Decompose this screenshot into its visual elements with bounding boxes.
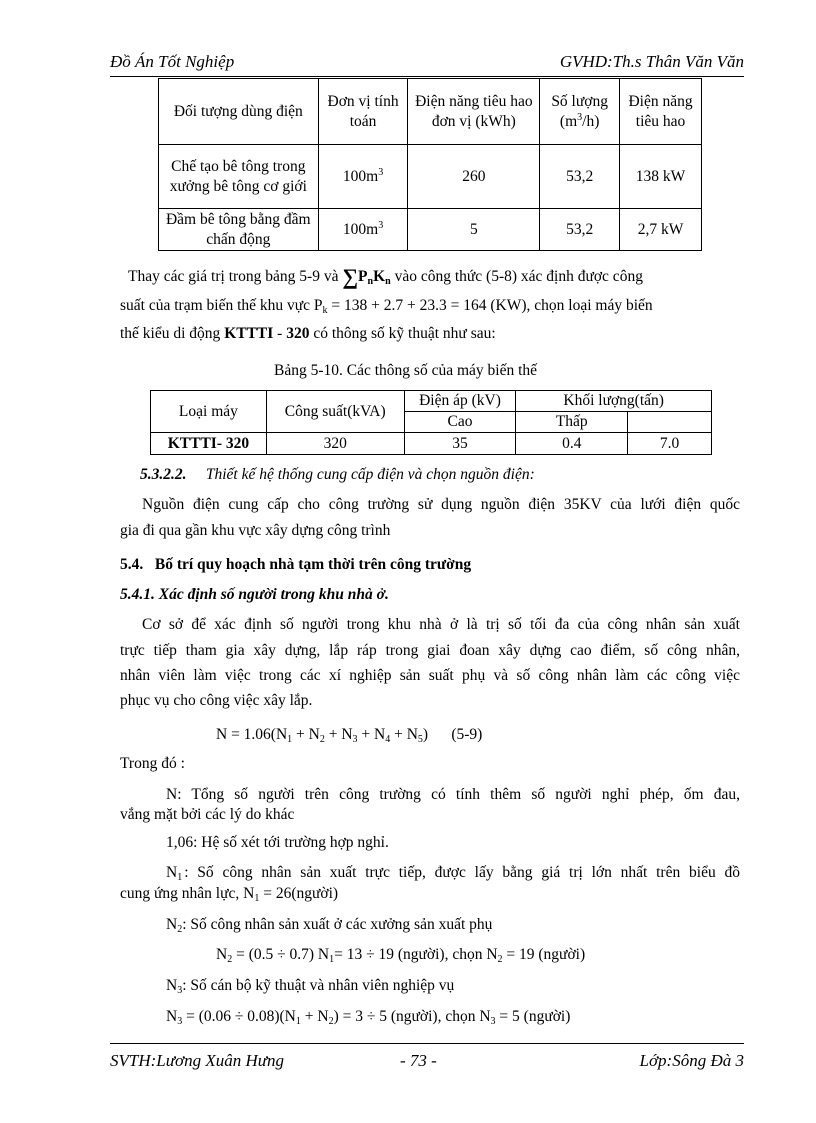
- table-cell: 53,2: [540, 209, 620, 251]
- table-cell: 5: [408, 209, 540, 251]
- table-row: [151, 433, 712, 455]
- energy-table: [158, 78, 702, 251]
- table-cell-empty: [628, 412, 712, 433]
- col-header: Điện áp (kV): [404, 391, 516, 412]
- section-5-4-heading: 5.4. Bố trí quy hoạch nhà tạm thời trên công trường: [120, 556, 472, 573]
- header-left: Đồ Án Tốt Nghiệp: [110, 52, 235, 71]
- def-n3-formula: $N_3 = (0.06 \div 0.08)(N_1 + N_2) = 3 \div 5$ (người), chọn $N_3 = 5$ (người): [166, 1008, 571, 1027]
- table-cell: Chế tạo bê tông trong xưởng bê tông cơ giới: [159, 145, 319, 209]
- table-cell: 320: [266, 433, 404, 455]
- col-header: Cao: [404, 412, 516, 433]
- table-cell: 0.4: [516, 433, 628, 455]
- table-cell: 138 kW: [620, 145, 702, 209]
- para1-line1: Thay các giá trị trong bảng 5-9 và $\sum P_nK_n$ vào công thức (5-8) xác định được công: [128, 264, 643, 289]
- col-header: Đơn vị tính toán: [318, 79, 408, 145]
- where-label: Trong đó :: [120, 755, 185, 772]
- table-cell: $100m^3$: [318, 145, 408, 209]
- col-header: Điện năng tiêu hao đơn vị (kWh): [408, 79, 540, 145]
- formula-5-9: $N = 1.06(N_1 + N_2 + N_3 + N_4 + N_5)$ (5-9): [216, 726, 483, 745]
- def-n1-line1: $N_1$ : Số công nhân sản xuất trực tiếp, được lấy bằng giá trị lớn nhất trên biểu đồ: [166, 864, 740, 883]
- header-rule: [110, 76, 744, 77]
- section-5-3-2-2-heading: 5.3.2.2. Thiết kế hệ thống cung cấp điện và chọn nguồn điện:: [140, 466, 535, 483]
- table2-caption: Bảng 5-10. Các thông số của máy biến thế: [274, 362, 538, 379]
- table-cell: KTTTI- 320: [151, 433, 267, 455]
- table-cell: 260: [408, 145, 540, 209]
- footer-rule: [110, 1043, 744, 1044]
- section-5-3-2-2-text: gia đi qua gần khu vực xây dựng công trình: [120, 522, 391, 539]
- def-k: 1,06: Hệ số xét tới trường hợp nghỉ.: [166, 834, 389, 851]
- col-header: Thấp: [516, 412, 628, 433]
- col-header: Điện năng tiêu hao: [620, 79, 702, 145]
- footer-left: SVTH:Lương Xuân Hưng: [110, 1051, 285, 1070]
- paragraph-line: nhân viên làm việc trong các xí nghiệp sản suất phụ và số công nhân làm các công việc: [120, 667, 740, 684]
- table-row: [159, 209, 702, 251]
- def-n-line1: N: Tổng số người trên công trường có tính thêm số người nghỉ phép, ốm đau,: [166, 786, 740, 803]
- sum-symbol: ∑: [342, 264, 359, 289]
- table-cell: 2,7 kW: [620, 209, 702, 251]
- formula-ref: (5-9): [451, 726, 483, 743]
- page-number: - 73 -: [400, 1051, 437, 1070]
- table-cell: 7.0: [628, 433, 712, 455]
- table-cell: 53,2: [540, 145, 620, 209]
- header-right: GVHD:Th.s Thân Văn Văn: [559, 52, 744, 71]
- footer-right: Lớp:Sông Đà 3: [639, 1051, 744, 1070]
- col-header: Đối tượng dùng điện: [159, 79, 319, 145]
- table-header-row: [159, 79, 702, 145]
- def-n2-formula: $N_2 = (0.5 \div 0.7)$ $N_1= 13 \div 19$ (người), chọn $N_2 = 19$ (người): [216, 946, 586, 965]
- paragraph-line: trực tiếp tham gia xây dựng, lắp ráp trong giai đoan xây dựng cao điểm, số công nhân,: [120, 642, 740, 659]
- para1-line2: suất của trạm biến thế khu vực $P_k = 138 + 2.7 + 23.3 = 164$ (KW), chọn loại máy biến: [120, 297, 653, 316]
- def-n2: $N_2$: Số công nhân sản xuất ở các xưởng sản xuất phụ: [166, 916, 493, 935]
- col-header: Số lượng $(m^3/h)$: [540, 79, 620, 145]
- col-header: Công suất(kVA): [266, 391, 404, 433]
- def-n3: $N_3$: Số cán bộ kỹ thuật và nhân viên nghiệp vụ: [166, 977, 455, 996]
- def-n1-line2: cung ứng nhân lực, $N_1$ = 26(người): [120, 885, 339, 904]
- col-header: Loại máy: [151, 391, 267, 433]
- table-cell: 35: [404, 433, 516, 455]
- paragraph-line: Cơ sở để xác định số người trong khu nhà ở là trị số tối đa của công nhân sản xuất: [142, 616, 740, 633]
- section-5-3-2-2-text: Nguồn điện cung cấp cho công trường sử dụng nguồn điện 35KV của lưới điện quốc: [142, 496, 740, 513]
- table-cell: Đầm bê tông bằng đầm chấn động: [159, 209, 319, 251]
- paragraph-line: phục vụ cho công việc xây lắp.: [120, 692, 313, 709]
- table-cell: $100m^3$: [318, 209, 408, 251]
- para1-line3: thế kiểu di động KTTTI - 320 có thông số kỹ thuật như sau:: [120, 325, 496, 342]
- col-header: Khối lượng(tấn): [516, 391, 712, 412]
- transformer-table: [150, 390, 712, 455]
- section-5-4-1-heading: 5.4.1. Xác định số người trong khu nhà ở.: [120, 586, 389, 603]
- table-row: [159, 145, 702, 209]
- def-n-line2: vắng mặt bởi các lý do khác: [120, 806, 295, 823]
